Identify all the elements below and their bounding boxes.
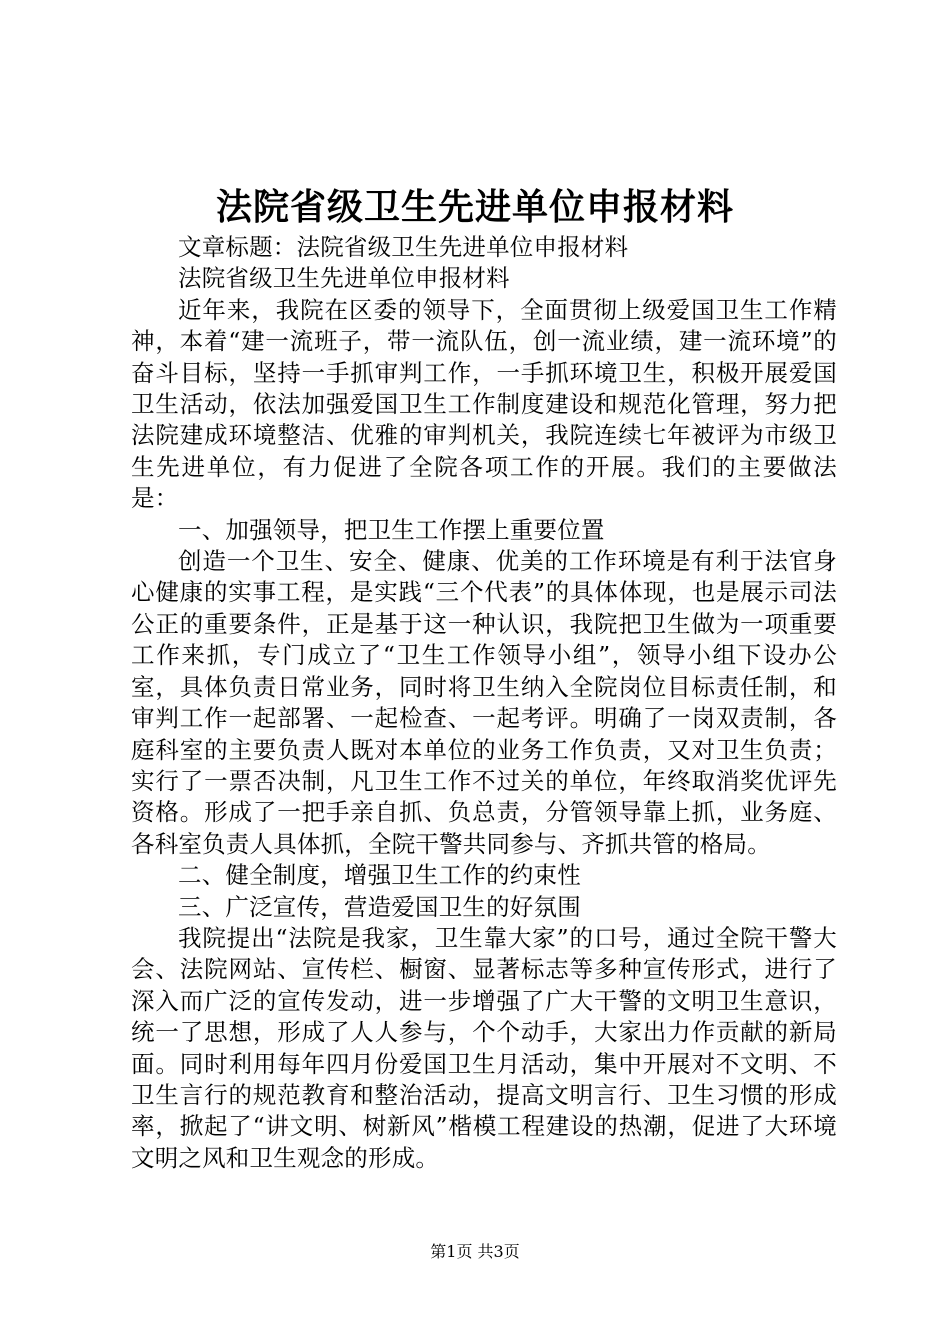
document-body xyxy=(131,232,837,1174)
body-paragraph: 我院提出“法院是我家，卫生靠大家”的口号，通过全院干警大会、法院网站、宣传栏、橱窗、显著标志等多种宣传形式，进行了深入而广泛的宣传发动，进一步增强了广大干警的文明卫生意识，统一了思想，形成了人人参与，个个动手，大家出力作贡献的新局面。同时利用每年四月份爱国卫生月活动，集中开展对不文明、不卫生言行的规范教育和整治活动，提高文明言行、卫生习惯的形成率，掀起了“讲文明、树新风”楷模工程建设的热潮，促进了大环境文明之风和卫生观念的形成。 xyxy=(131,923,837,1172)
article-title-line: 文章标题：法院省级卫生先进单位申报材料 xyxy=(178,233,629,261)
section-heading: 三、广泛宣传，营造爱国卫生的好氛围 xyxy=(178,892,581,921)
document-title: 法院省级卫生先进单位申报材料 xyxy=(215,186,734,228)
body-paragraph: 近年来，我院在区委的领导下，全面贯彻上级爱国卫生工作精神，本着“建一流班子，带一流队伍，创一流业绩，建一流环境”的奋斗目标，坚持一手抓审判工作，一手抓环境卫生，积极开展爱国卫生活动，依法加强爱国卫生工作制度建设和规范化管理，努力把法院建成环境整洁、优雅的审判机关，我院连续七年被评为市级卫生先进单位，有力促进了全院各项工作的开展。我们的主要做法是： xyxy=(131,295,837,513)
section-heading: 二、健全制度，增强卫生工作的约束性 xyxy=(178,861,581,890)
page-number-footer: 第1页 共3页 xyxy=(430,1242,520,1261)
section-heading: 一、加强领导，把卫生工作摆上重要位置 xyxy=(178,515,605,544)
document-subtitle: 法院省级卫生先进单位申报材料 xyxy=(178,264,510,293)
body-paragraph: 创造一个卫生、安全、健康、优美的工作环境是有利于法官身心健康的实事工程，是实践“三个代表”的具体体现，也是展示司法公正的重要条件，正是基于这一种认识，我院把卫生做为一项重要工作来抓，专门成立了“卫生工作领导小组”，领导小组下设办公室，具体负责日常业务，同时将卫生纳入全院岗位目标责任制，和审判工作一起部署、一起检查、一起考评。明确了一岗双责制，各庭科室的主要负责人既对本单位的业务工作负责，又对卫生负责；实行了一票否决制，凡卫生工作不过关的单位，年终取消奖优评先资格。形成了一把手亲自抓、负总责，分管领导靠上抓，业务庭、各科室负责人具体抓，全院干警共同参与、齐抓共管的格局。 xyxy=(131,547,837,858)
